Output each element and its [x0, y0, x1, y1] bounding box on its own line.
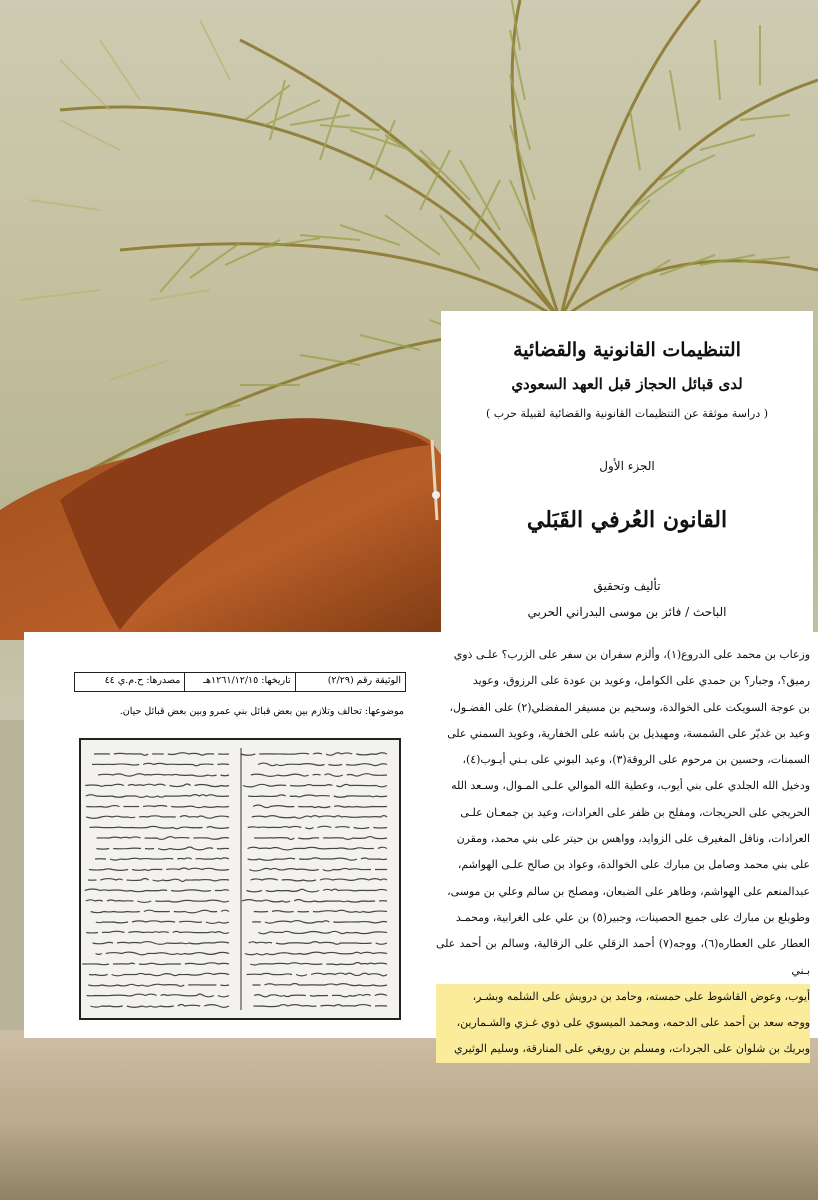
book-title: التنظيمات القانونية والقضائية — [513, 339, 741, 361]
text-line: بن عوجة السويكت على الخوالدة، وسحيم بن مسيفر المفضلي(٢) على الفضـول، — [449, 700, 810, 714]
document-source: مصدرها: ح.م.ي ٤٤ — [104, 675, 181, 686]
authorship-label: تأليف وتحقيق — [593, 579, 661, 593]
text-line: العطار على العطاره(٦)، ووجه(٧) أحمد الزقلي على الزقالية، وسالم بن أحمد على بـني — [436, 937, 810, 977]
document-subject: موضوعها: تحالف وتلازم بين بعض قبائل بني عمرو وبين بعض قبائل حيان. — [119, 706, 404, 717]
document-reference-box — [74, 672, 406, 692]
text-line-highlighted: أيوب، وعوض القاشوط على حمسته، وحامد بن درويش على الشلمه وبشـر، — [436, 984, 810, 1010]
text-line: السمنات، وحسين بن مرحوم على الروقة(٣)، وعيد البوني على بـني أيـوب(٤)، — [462, 753, 810, 767]
text-line: على بني محمد وصامل بن مبارك على الخوالدة، وعواد بن صالح علـى الهواشم، — [457, 858, 810, 872]
book-subtitle: لدى قبائل الحجاز قبل العهد السعودي — [511, 375, 743, 393]
volume-label: الجزء الأول — [599, 459, 655, 473]
text-line: وطويلع بن مبارك على جميع الحصينات، وجبير(٥) بن علي على الغرابية، ومحمـد — [455, 910, 810, 924]
text-line-highlighted: ووجه سعد بن أحمد على الدحمه، ومحمد الميسوي على ذوي غـزي والشـمارين، — [436, 1010, 810, 1036]
author-name: الباحث / فائز بن موسى البدراني الحربي — [527, 605, 727, 619]
text-line-highlighted: وبريك بن شلوان على الجردات، ومسلم بن رويغي على المنارقة، وسليم الوثيري — [436, 1036, 810, 1062]
text-page — [436, 642, 810, 1056]
volume-title: القانون العُرفي القَبَلي — [526, 507, 728, 533]
book-title-card — [441, 311, 813, 645]
text-line: الحريجي على الحريجات، ومفلح بن ظفر على العرادات، وعيد بن جمعـان علـى — [460, 805, 810, 819]
ground-shadow — [0, 1120, 818, 1200]
manuscript-scan — [79, 738, 401, 1020]
text-line: عبدالمنعم على الهواشم، وطاهر على الضبعان، ومصلح بن سالم وعلي بن موسى، — [447, 884, 810, 898]
document-page — [24, 632, 424, 1038]
text-line: وزعاب بن محمد على الدروع(١)، وألزم سفران بن سفر على الزرب؟ علـى ذوي — [453, 648, 810, 661]
study-note: ( دراسة موثقة عن التنظيمات القانونية والقضائية لقبيلة حرب ) — [485, 407, 769, 420]
document-number: الوثيقة رقم (٢/٢٩) — [295, 673, 405, 691]
book-spread — [24, 632, 818, 1056]
handwriting-image — [81, 740, 399, 1018]
text-line: وعيد بن غديّر على الشمسة، ومهيذيل بن باشه على الخفارية، وعويد السمني على — [447, 726, 810, 740]
document-date: تاريخها: ١٢٦١/١٢/١٥هـ — [184, 673, 294, 691]
text-line: رميق؟، وجبار؟ بن حمدي على الكوامل، وعويد بن عودة على الرزوق، وعويد — [472, 674, 810, 688]
text-line: العرادات، ونافل المغيرف على الزوايد، وواهس بن حيتر على بني محمد، ومقرن — [456, 832, 810, 846]
text-line: ودخيل الله الجلدي على بني أيوب، وعطية الله الموالي علـى المـوال، وسـعد الله — [451, 779, 810, 793]
